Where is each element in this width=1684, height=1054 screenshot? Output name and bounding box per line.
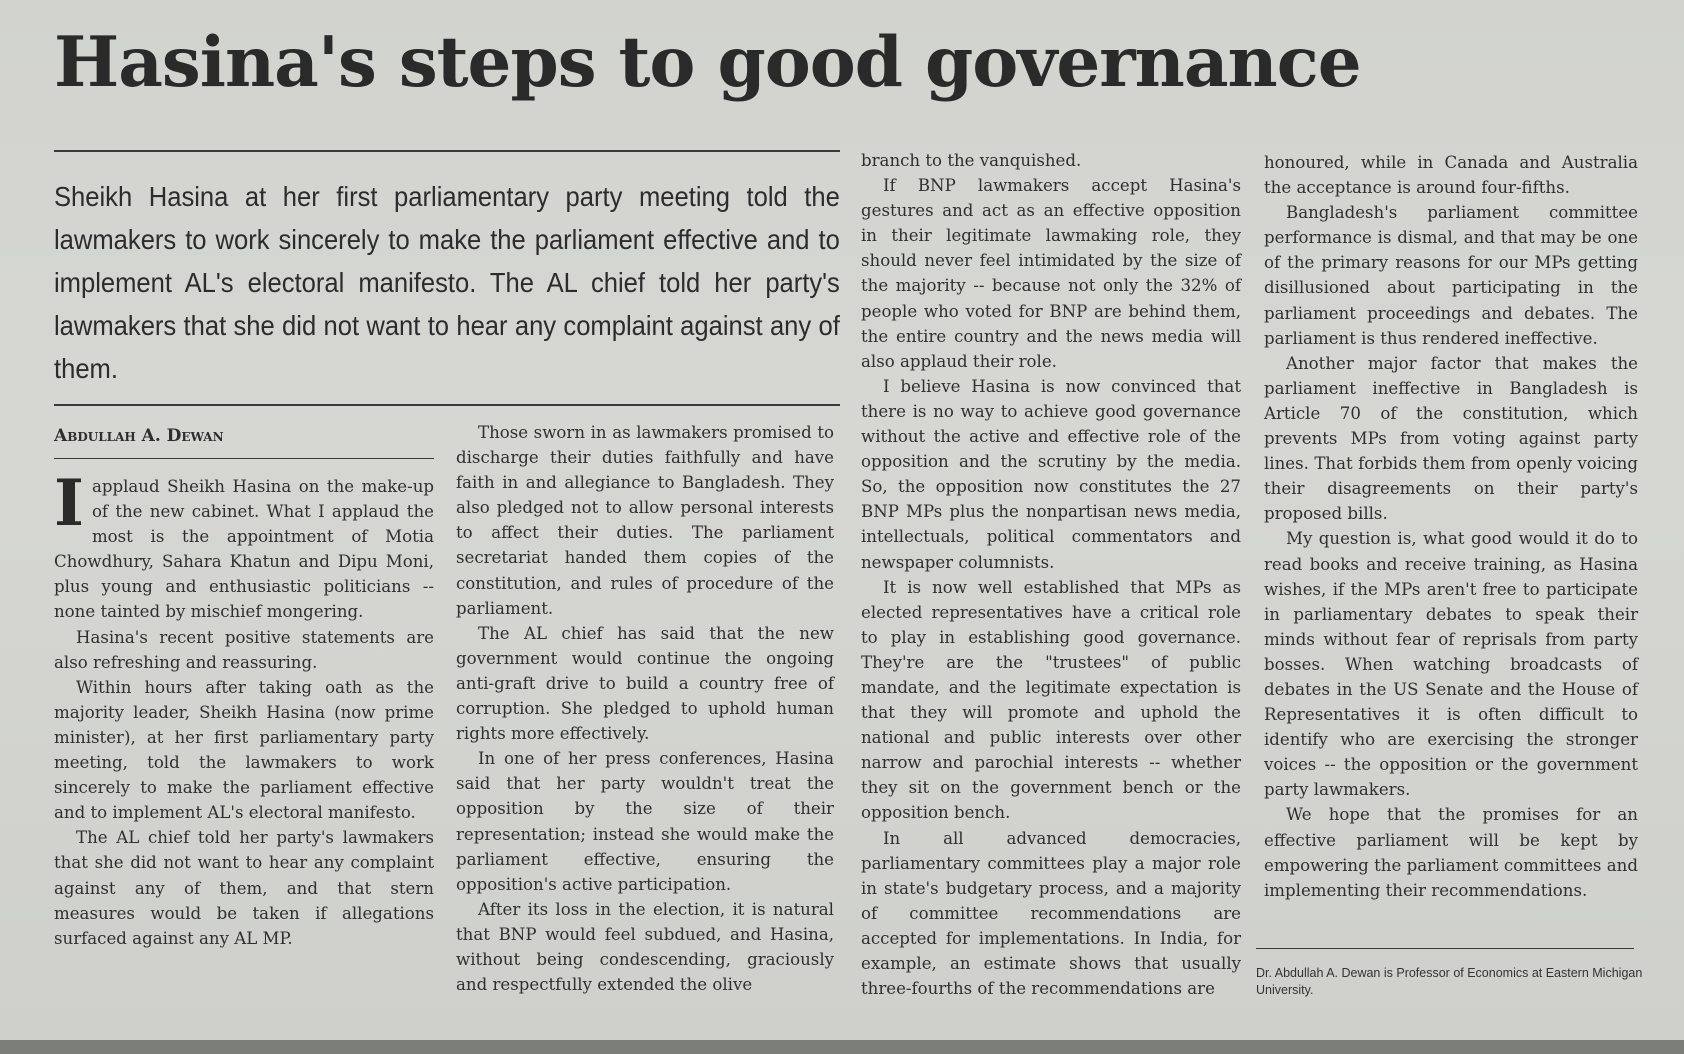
byline-rule	[54, 458, 434, 459]
paragraph: We hope that the promises for an effective parliament will be kept by empowering the parliament committees and implementing their recommendations.	[1264, 805, 1638, 900]
paragraph: Bangladesh's parliament committee performance is dismal, and that may be one of the primary reasons for our MPs getting disillusioned about participating in the parliament proceedings and debates. The parliament is thus rendered ineffective.	[1264, 203, 1638, 348]
column-2	[456, 420, 834, 997]
column-1	[54, 466, 434, 951]
paragraph-continued: honoured, while in Canada and Australia the acceptance is around four-fifths.	[1264, 153, 1638, 198]
paragraph: In all advanced democracies, parliamentary committees play a major role in state's budgetary process, and a majority of committee recommendations are accepted for implementations. In India, for example, an estimate shows that usually three-fourths of the recommendations are	[861, 828, 1241, 999]
headline: Hasina's steps to good governance	[54, 22, 1361, 103]
paragraph: I believe Hasina is now convinced that there is no way to achieve good governance without the active and effective role of the opposition and the scrutiny by the media. So, the opposition now constitutes the 27 BNP MPs plus the nonpartisan news media, intellectuals, political commentators and newspaper columnists.	[861, 376, 1241, 572]
column-4	[1264, 150, 1638, 903]
paragraph	[54, 466, 434, 625]
paragraph: In one of her press conferences, Hasina said that her party wouldn't treat the opposition by the size of their representation; instead she would make the parliament effective, ensuring the opposition's active participation.	[456, 749, 834, 894]
deck-top-rule	[54, 150, 840, 152]
paragraph: If BNP lawmakers accept Hasina's gestures and act as an effective opposition in their legitimate lawmaking role, they should never feel intimidated by the size of the majority -- because not only the 32% of people who voted for BNP are behind them, the entire country and the news media will also applaud their role.	[861, 176, 1241, 371]
paragraph: Hasina's recent positive statements are also refreshing and reassuring.	[54, 627, 434, 672]
byline: Abdullah A. Dewan	[54, 426, 224, 446]
paragraph: My question is, what good would it do to read books and receive training, as Hasina wishes, if the MPs aren't free to participate in parliamentary debates to speak their minds without fear of reprisals from party bosses. When watching broadcasts of debates in the US Senate and the House of Representatives it is often difficult to identify who are exercising the stronger voices -- the opposition or the government party lawmakers.	[1264, 529, 1638, 800]
deck-bottom-rule	[54, 404, 840, 406]
paragraph: After its loss in the election, it is natural that BNP would feel subdued, and Hasina, without being condescending, graciously and respectfully extended the olive	[456, 899, 834, 995]
paragraph: Another major factor that makes the parliament ineffective in Bangladesh is Article 70 of the constitution, which prevents MPs from voting against party lines. That forbids them from openly voicing their disagreements on their party's proposed bills.	[1264, 353, 1638, 524]
paragraph: Those sworn in as lawmakers promised to discharge their duties faithfully and have faith in and allegiance to Bangladesh. They also pledged not to allow personal interests to affect their duties. The parliament secretariat handed them copies of the constitution, and rules of procedure of the parliament.	[456, 423, 834, 618]
paragraph-continued: branch to the vanquished.	[861, 151, 1082, 170]
paragraph: Within hours after taking oath as the majority leader, Sheikh Hasina (now prime minister), at her first parliamentary party meeting, told the lawmakers to work sincerely to make the parliament effective and to implement AL's electoral manifesto.	[54, 677, 434, 823]
author-bio: Dr. Abdullah A. Dewan is Professor of Economics at Eastern Michigan University.	[1256, 966, 1643, 997]
drop-cap: I	[54, 466, 84, 541]
paragraph: The AL chief has said that the new government would continue the ongoing anti-graft drive to build a country free of corruption. She pledged to uphold human rights more effectively.	[456, 623, 834, 744]
paragraph-text: applaud Sheikh Hasina on the make-up of the new cabinet. What I applaud the most is the appointment of Motia Chowdhury, Sahara Khatun and Dipu Moni, plus young and enthusiastic politicians -- none tainted by mischief mongering.	[54, 477, 434, 622]
page-edge-shadow	[0, 1040, 1684, 1054]
deck-summary: Sheikh Hasina at her first parliamentary party meeting told the lawmakers to work sincerely to make the parliament effective and to implement AL's electoral manifesto. The AL chief told her party's lawmakers that she did not want to hear any complaint against any of them.	[54, 181, 840, 384]
paragraph: It is now well established that MPs as elected representatives have a critical role to play in establishing good governance. They're are the "trustees" of public mandate, and the legitimate expectation is that they will promote and uphold the national and public interests over other narrow and parochial interests -- whether they sit on the government bench or the opposition bench.	[861, 577, 1241, 823]
bio-rule	[1256, 948, 1634, 949]
column-3	[861, 148, 1241, 1001]
paragraph: The AL chief told her party's lawmakers that she did not want to hear any complaint against any of them, and that stern measures would be taken if allegations surfaced against any AL MP.	[54, 828, 434, 948]
